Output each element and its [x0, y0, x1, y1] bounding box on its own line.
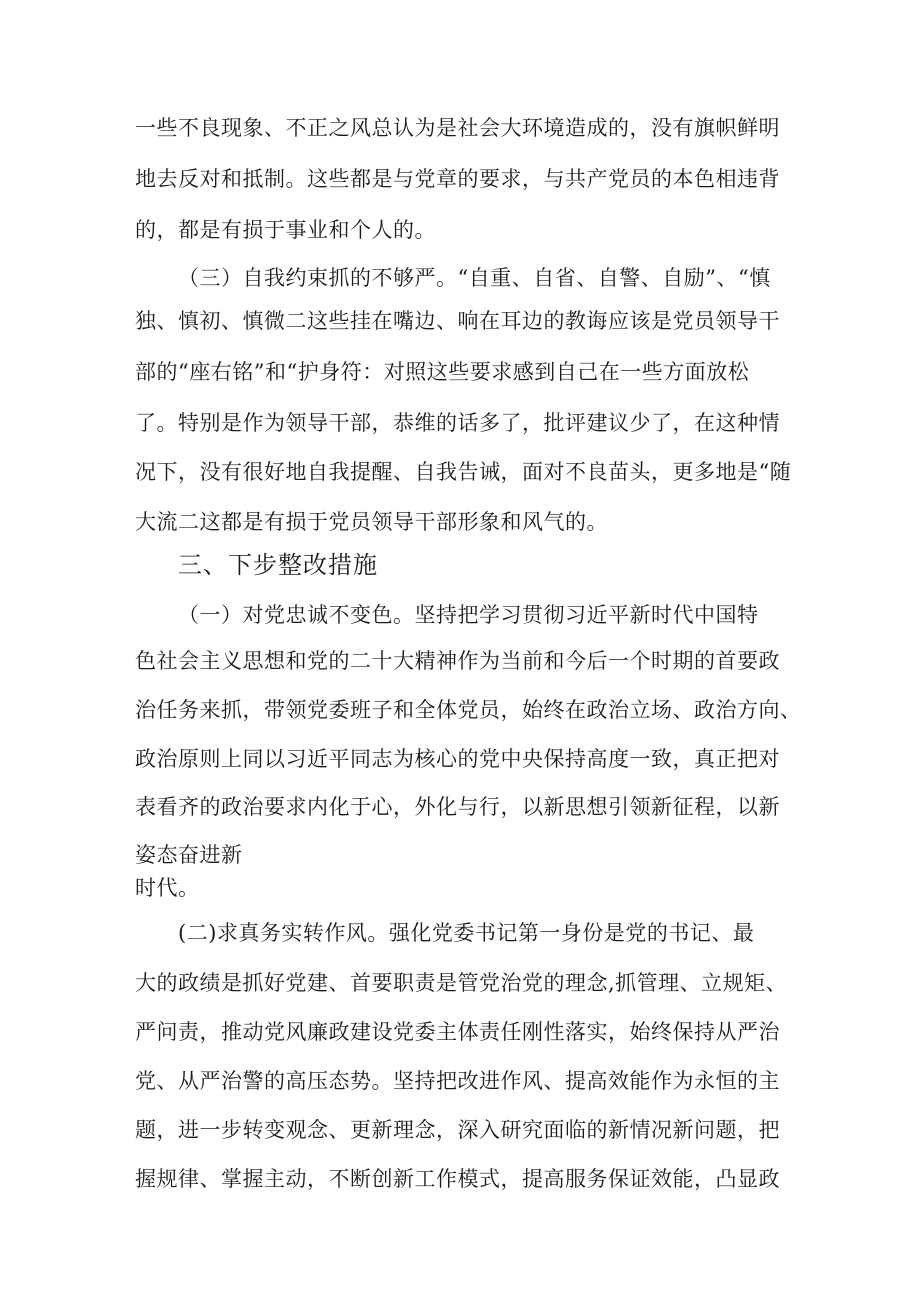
paragraph-line: 表看齐的政治要求内化于心，外化与行，以新思想引领新征程，以新 — [135, 795, 780, 819]
paragraph-line: 况下，没有很好地自我提醒、自我告诫，面对不良苗头，更多地是“随 — [135, 460, 792, 484]
paragraph-line: 地去反对和抵制。这些都是与党章的要求，与共产党员的本色相违背 — [135, 167, 780, 191]
paragraph-line: 治任务来抓，带领党委班子和全体党员，始终在政治立场、政治方向、 — [135, 698, 802, 722]
paragraph-line: 独、慎初、慎微二这些挂在嘴边、响在耳边的教诲应该是党员领导干 — [135, 309, 780, 333]
paragraph-line: 握规律、掌握主动，不断创新工作模式，提高服务保证效能，凸显政 — [135, 1167, 780, 1191]
paragraph-line: (二)求真务实转作风。强化党委书记第一身份是党的书记、最 — [178, 921, 755, 945]
paragraph-line: 色社会主义思想和党的二十大精神作为当前和今后一个时期的首要政 — [135, 649, 780, 673]
paragraph-line: 的，都是有损于事业和个人的。 — [135, 218, 436, 242]
paragraph-line: 政治原则上同以习近平同志为核心的党中央保持高度一致，真正把对 — [135, 747, 780, 771]
paragraph-line: 大的政绩是抓好党建、首要职责是管党治党的理念,抓管理、立规矩、 — [135, 971, 788, 995]
paragraph-line: （三）自我约束抓的不够严。“自重、自省、自警、自励”、“慎 — [178, 266, 771, 290]
paragraph-line: 部的“座右铭”和“护身符：对照这些要求感到自己在一些方面放松 — [135, 360, 750, 384]
paragraph-line: 一些不良现象、不正之风总认为是社会大环境造成的，没有旗帜鲜明 — [135, 116, 780, 140]
paragraph-line: （一）对党忠诚不变色。坚持把学习贯彻习近平新时代中国特 — [178, 603, 759, 627]
paragraph-line: 严问责，推动党风廉政建设党委主体责任刚性落实，始终保持从严治 — [135, 1020, 780, 1044]
section-heading: 三、下步整改措施 — [178, 551, 378, 579]
paragraph-line: 党、从严治警的高压态势。坚持把改进作风、提高效能作为永恒的主 — [135, 1069, 780, 1093]
paragraph-line: 时代。 — [135, 876, 200, 900]
paragraph-line: 了。特别是作为领导干部，恭维的话多了，批评建议少了，在这种情 — [135, 411, 780, 435]
paragraph-line: 姿态奋进新 — [135, 843, 243, 867]
paragraph-line: 大流二这都是有损于党员领导干部形象和风气的。 — [135, 510, 608, 534]
paragraph-line: 题，进一步转变观念、更新理念，深入研究面临的新情况新问题，把 — [135, 1118, 780, 1142]
